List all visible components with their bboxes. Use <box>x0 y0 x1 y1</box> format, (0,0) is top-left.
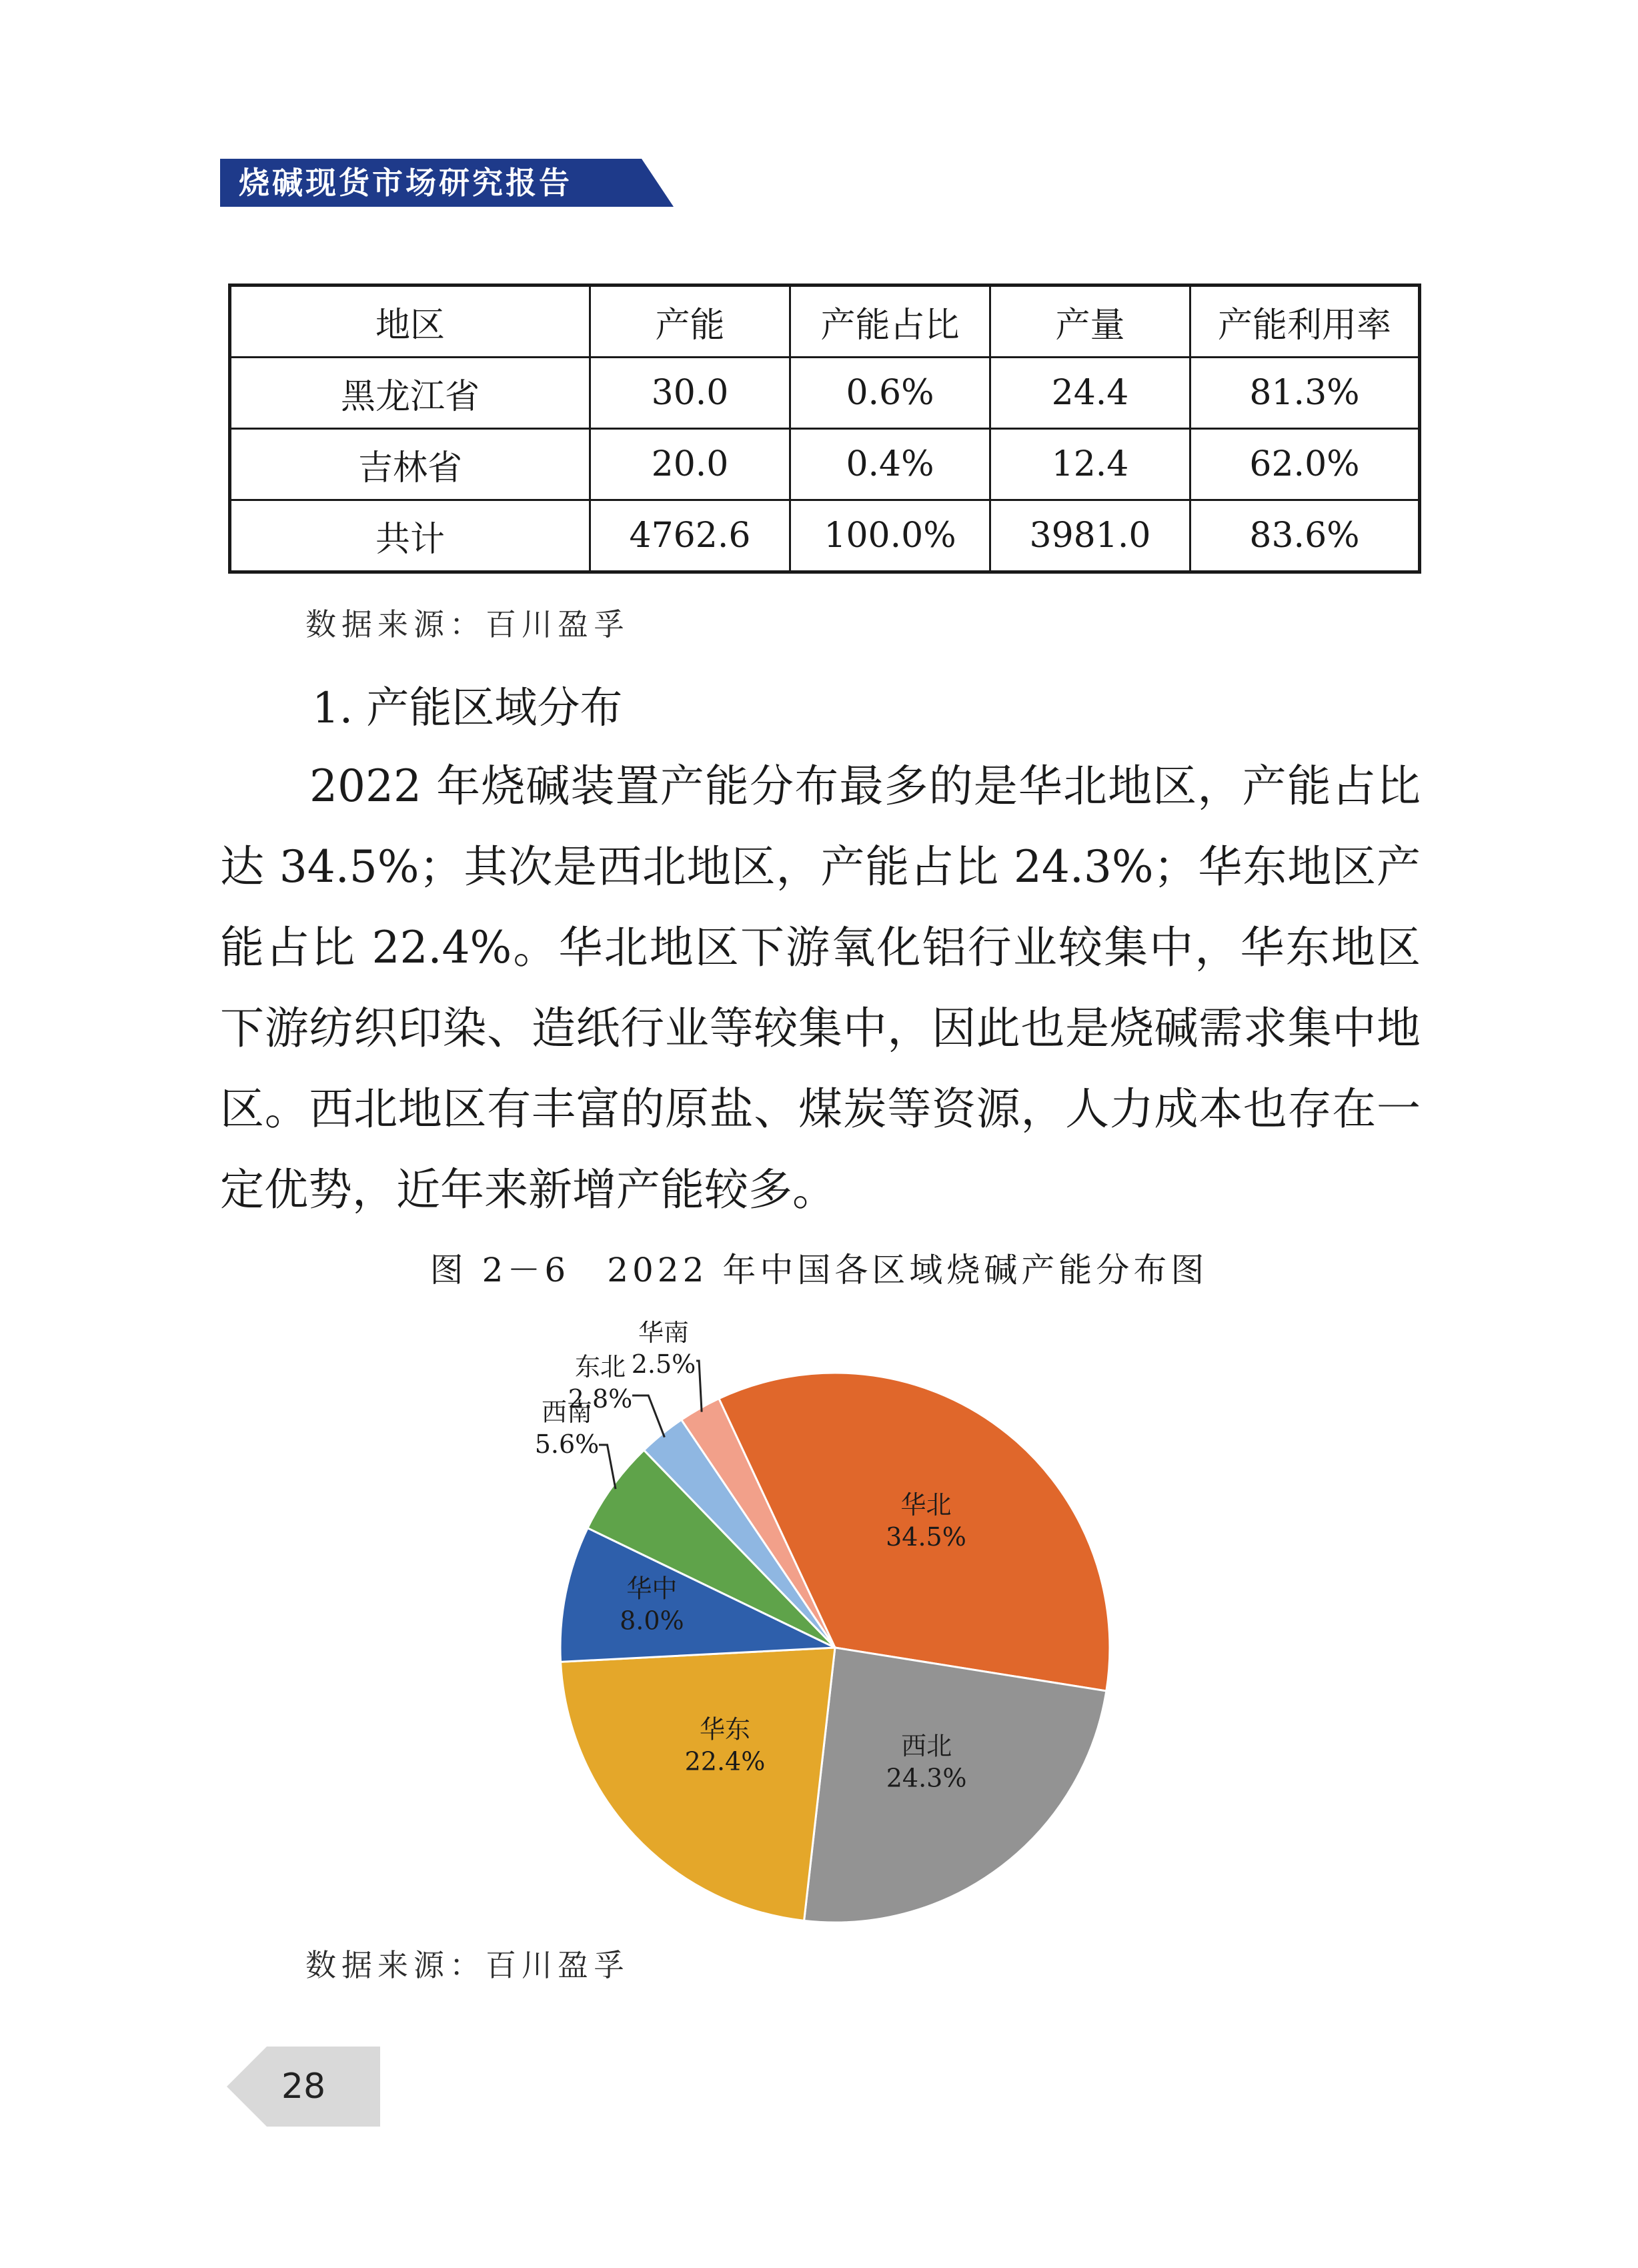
table-cell: 4762.6 <box>590 500 790 572</box>
slice-name-label: 华中 <box>626 1574 678 1604</box>
table-cell: 3981.0 <box>990 500 1190 572</box>
table-header-row <box>230 286 1420 358</box>
table-row <box>230 358 1420 429</box>
running-header-title: 烧碱现货市场研究报告 <box>239 165 572 201</box>
page-number-badge <box>227 2047 380 2127</box>
table-cell: 0.4% <box>790 429 990 500</box>
pie-slice-华东 <box>561 1648 835 1920</box>
slice-name-label: 西北 <box>901 1731 952 1761</box>
pie-chart-svg <box>507 1321 1134 1928</box>
slice-value-label: 5.6% <box>534 1430 600 1459</box>
running-header <box>220 159 674 207</box>
column-header: 地区 <box>230 286 590 358</box>
slice-value-label: 8.0% <box>620 1606 684 1636</box>
slice-name-label: 华北 <box>900 1490 952 1520</box>
slice-name-label: 华南 <box>638 1321 690 1347</box>
table-cell: 20.0 <box>590 429 790 500</box>
column-header: 产能占比 <box>790 286 990 358</box>
column-header: 产能 <box>590 286 790 358</box>
capacity-table <box>228 284 1421 574</box>
slice-name-label: 华东 <box>699 1714 750 1744</box>
figure-caption: 图 2－6 2022 年中国各区域烧碱产能分布图 <box>430 1251 1208 1289</box>
slice-value-label: 22.4% <box>684 1746 766 1776</box>
slice-value-label: 24.3% <box>886 1763 967 1793</box>
pie-chart <box>507 1321 1134 1928</box>
table-cell: 100.0% <box>790 500 990 572</box>
table-cell: 30.0 <box>590 358 790 429</box>
page-number: 28 <box>281 2067 326 2107</box>
table-cell: 83.6% <box>1190 500 1420 572</box>
table-cell: 0.6% <box>790 358 990 429</box>
slice-value-label: 2.8% <box>568 1384 633 1413</box>
slice-value-label: 2.5% <box>631 1349 696 1379</box>
leader-line-东北 <box>632 1395 664 1438</box>
table-cell: 吉林省 <box>230 429 590 500</box>
column-header: 产量 <box>990 286 1190 358</box>
section-heading: 1. 产能区域分布 <box>312 684 623 733</box>
table-cell: 共计 <box>230 500 590 572</box>
table-cell: 黑龙江省 <box>230 358 590 429</box>
figure-source-note: 数据来源：百川盈孚 <box>305 1947 630 1983</box>
table-source-note: 数据来源：百川盈孚 <box>305 606 630 642</box>
slice-name-label: 东北 <box>574 1352 626 1381</box>
paragraph-text: 2022 年烧碱装置产能分布最多的是华北地区，产能占比达 34.5%；其次是西北地区，产能占比 24.3%；华东地区产能占比 22.4%。华北地区下游氧化铝行业较集中，华东地区下游纺织印染、造纸行业等较集中，因此也是烧碱需求集中地区。西北地区有丰富的原盐、煤炭等资源，人力成本也存在一定优势，近年来新增产能较多。 <box>220 760 1421 1215</box>
table-row <box>230 429 1420 500</box>
slice-name-label: 西南 <box>541 1397 593 1427</box>
body-paragraph <box>220 746 1421 1230</box>
leader-line-华南 <box>696 1361 702 1412</box>
leader-line-西南 <box>599 1445 616 1489</box>
slice-value-label: 34.5% <box>886 1522 966 1552</box>
table-cell: 12.4 <box>990 429 1190 500</box>
table-cell: 62.0% <box>1190 429 1420 500</box>
table-row-total <box>230 500 1420 572</box>
column-header: 产能利用率 <box>1190 286 1420 358</box>
table-cell: 24.4 <box>990 358 1190 429</box>
table-cell: 81.3% <box>1190 358 1420 429</box>
